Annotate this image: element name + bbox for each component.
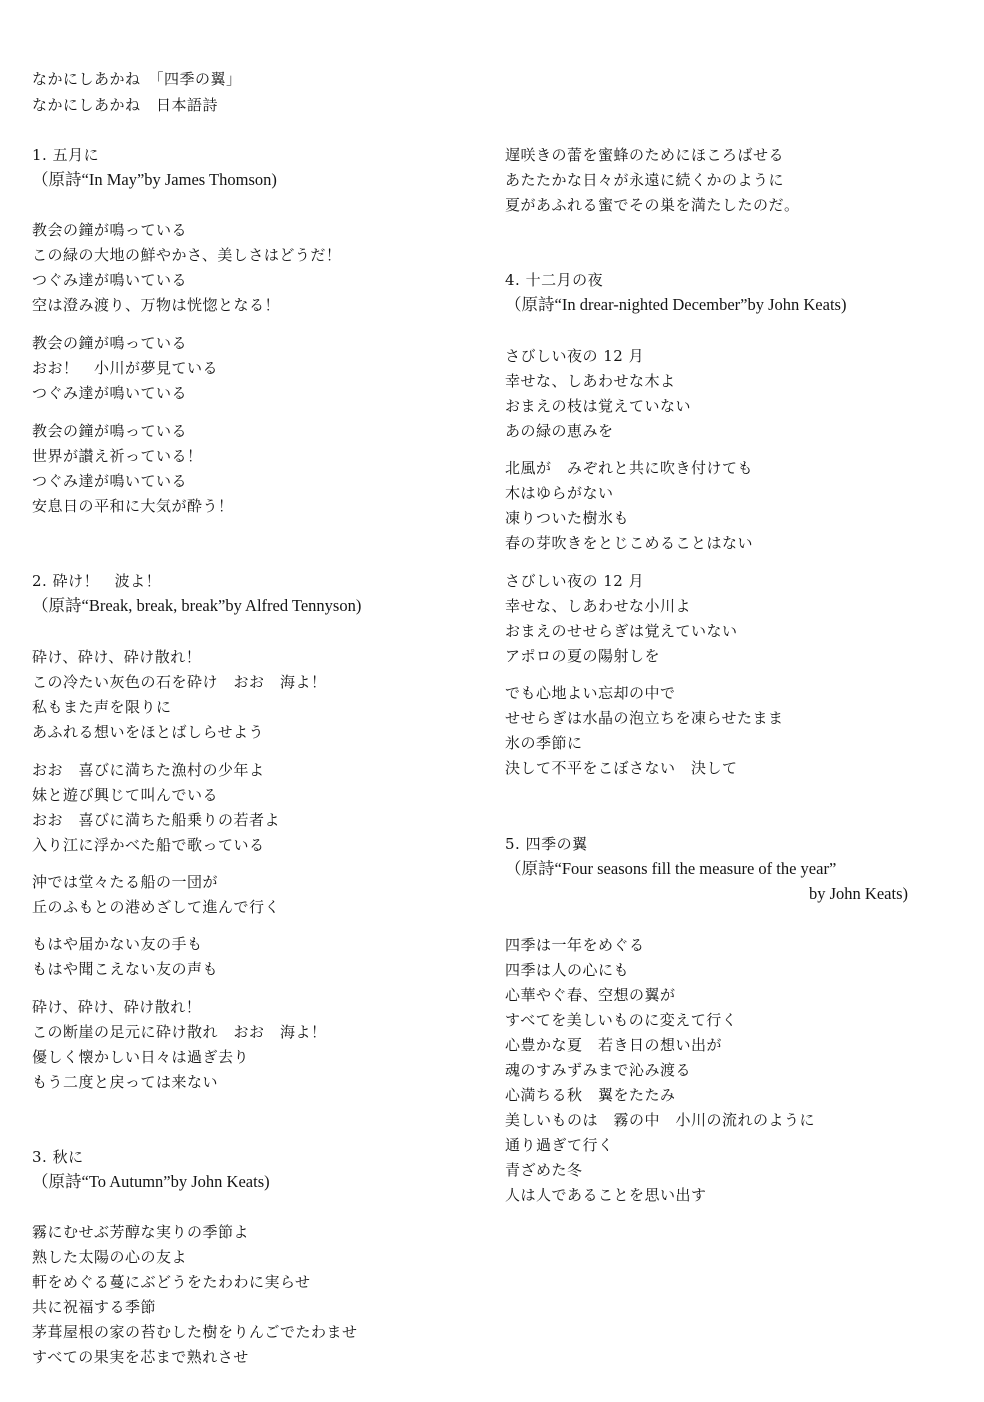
poem-4-heading: 4. 十二月の夜	[505, 271, 604, 289]
poem-line: 美しいものは 霧の中 小川の流れのように	[505, 1111, 816, 1129]
poem-line: 霧にむせぶ芳醇な実りの季節よ	[32, 1223, 250, 1241]
poem-3-heading: 3. 秋に	[32, 1148, 84, 1166]
poem-line: 凍りついた樹氷も	[505, 509, 630, 527]
poem-line: 軒をめぐる蔓にぶどうをたわわに実らせ	[32, 1273, 311, 1291]
poem-2-source: （原詩“Break, break, break”by Alfred Tennyson)	[32, 596, 362, 615]
poem-line: 教会の鐘が鳴っている	[32, 334, 188, 352]
poem-line: おまえの枝は覚えていない	[505, 397, 692, 415]
poem-line: おお 喜びに満ちた船乗りの若者よ	[32, 811, 281, 829]
poem-line: つぐみ達が鳴いている	[32, 384, 188, 402]
poem-line: 心華やぐ春、空想の翼が	[505, 986, 676, 1004]
poem-line: さびしい夜の 12 月	[505, 572, 645, 590]
poem-1-source: （原詩“In May”by James Thomson)	[32, 170, 277, 189]
poem-line: 北風が みぞれと共に吹き付けても	[505, 459, 754, 477]
poem-line: もはや届かない友の手も	[32, 935, 203, 953]
poem-line: 教会の鐘が鳴っている	[32, 221, 188, 239]
poem-line: 入り江に浮かべた船で歌っている	[32, 836, 265, 854]
poem-line: つぐみ達が鳴いている	[32, 271, 188, 289]
poem-line: 沖では堂々たる船の一団が	[32, 873, 219, 891]
poem-line: アポロの夏の陽射しを	[505, 647, 661, 665]
poem-line: 砕け、砕け、砕け散れ！	[32, 648, 202, 666]
document-title: なかにしあかね 「四季の翼」	[32, 70, 242, 88]
poem-line: でも心地よい忘却の中で	[505, 684, 676, 702]
poem-line: 安息日の平和に大気が酔う！	[32, 497, 234, 515]
poem-line: 幸せな、しあわせな木よ	[505, 372, 676, 390]
poem-line: 教会の鐘が鳴っている	[32, 422, 188, 440]
poem-line: 空は澄み渡り、万物は恍惚となる！	[32, 296, 281, 314]
poem-line: 共に祝福する季節	[32, 1298, 157, 1316]
poem-line: 通り過ぎて行く	[505, 1136, 614, 1154]
poem-5-heading: 5. 四季の翼	[505, 835, 588, 853]
poem-line: 四季は一年をめぐる	[505, 936, 645, 954]
poem-line: あたたかな日々が永遠に続くかのように	[505, 171, 785, 189]
poem-line: 遅咲きの蕾を蜜蜂のためにほころばせる	[505, 146, 785, 164]
poem-line: 木はゆらがない	[505, 484, 614, 502]
poem-line: 優しく懐かしい日々は過ぎ去り	[32, 1048, 250, 1066]
poem-1-heading: 1. 五月に	[32, 146, 100, 164]
poem-4-source: （原詩“In drear-nighted December”by John Keats)	[505, 295, 847, 314]
poem-line: 丘のふもとの港めざして進んで行く	[32, 898, 281, 916]
poem-line: 幸せな、しあわせな小川よ	[505, 597, 692, 615]
poem-line: 妹と遊び興じて叫んでいる	[32, 786, 219, 804]
poem-line: 四季は人の心にも	[505, 961, 630, 979]
poem-line: もう二度と戻っては来ない	[32, 1073, 219, 1091]
poem-line: 人は人であることを思い出す	[505, 1186, 707, 1204]
poem-2-heading: 2. 砕け！ 波よ！	[32, 572, 162, 590]
poem-line: 魂のすみずみまで沁み渡る	[505, 1061, 692, 1079]
poem-line: この断崖の足元に砕け散れ おお 海よ！	[32, 1023, 327, 1041]
poem-line: おまえのせせらぎは覚えていない	[505, 622, 738, 640]
poem-5-source: （原詩“Four seasons fill the measure of the year”	[505, 859, 837, 878]
poem-line: すべての果実を芯まで熟れさせ	[32, 1348, 249, 1366]
poem-5-source-line2: by John Keats)	[809, 884, 908, 903]
poem-line: 世界が讃え祈っている！	[32, 447, 203, 465]
poem-line: 熟した太陽の心の友よ	[32, 1248, 188, 1266]
poem-line: 茅葺屋根の家の苔むした樹をりんごでたわませ	[32, 1323, 358, 1341]
poem-3-source: （原詩“To Autumn”by John Keats)	[32, 1172, 270, 1191]
poem-line: つぐみ達が鳴いている	[32, 472, 188, 490]
poem-line: 青ざめた冬	[505, 1161, 583, 1179]
document-subtitle: なかにしあかね 日本語詩	[32, 96, 219, 114]
poem-line: 春の芽吹きをとじこめることはない	[505, 534, 754, 552]
poem-line: 砕け、砕け、砕け散れ！	[32, 998, 202, 1016]
poem-line: 夏があふれる蜜でその巣を満たしたのだ。	[505, 196, 800, 214]
poem-line: せせらぎは水晶の泡立ちを凍らせたまま	[505, 709, 784, 727]
poem-line: もはや聞こえない友の声も	[32, 960, 219, 978]
poem-line: 心満ちる秋 翼をたたみ	[505, 1086, 676, 1104]
poem-line: さびしい夜の 12 月	[505, 347, 645, 365]
poem-line: この冷たい灰色の石を砕け おお 海よ！	[32, 673, 327, 691]
poem-line: すべてを美しいものに変えて行く	[505, 1011, 738, 1029]
poem-line: 氷の季節に	[505, 734, 583, 752]
poem-line: 決して不平をこぼさない 決して	[505, 759, 738, 777]
poem-line: 心豊かな夏 若き日の想い出が	[505, 1036, 723, 1054]
poem-line: おお 喜びに満ちた漁村の少年よ	[32, 761, 265, 779]
poem-line: あふれる想いをほとばしらせよう	[32, 723, 265, 741]
poem-line: あの緑の恵みを	[505, 422, 614, 440]
poem-line: この緑の大地の鮮やかさ、美しさはどうだ！	[32, 246, 342, 264]
poem-line: おお！ 小川が夢見ている	[32, 359, 219, 377]
poem-line: 私もまた声を限りに	[32, 698, 172, 716]
